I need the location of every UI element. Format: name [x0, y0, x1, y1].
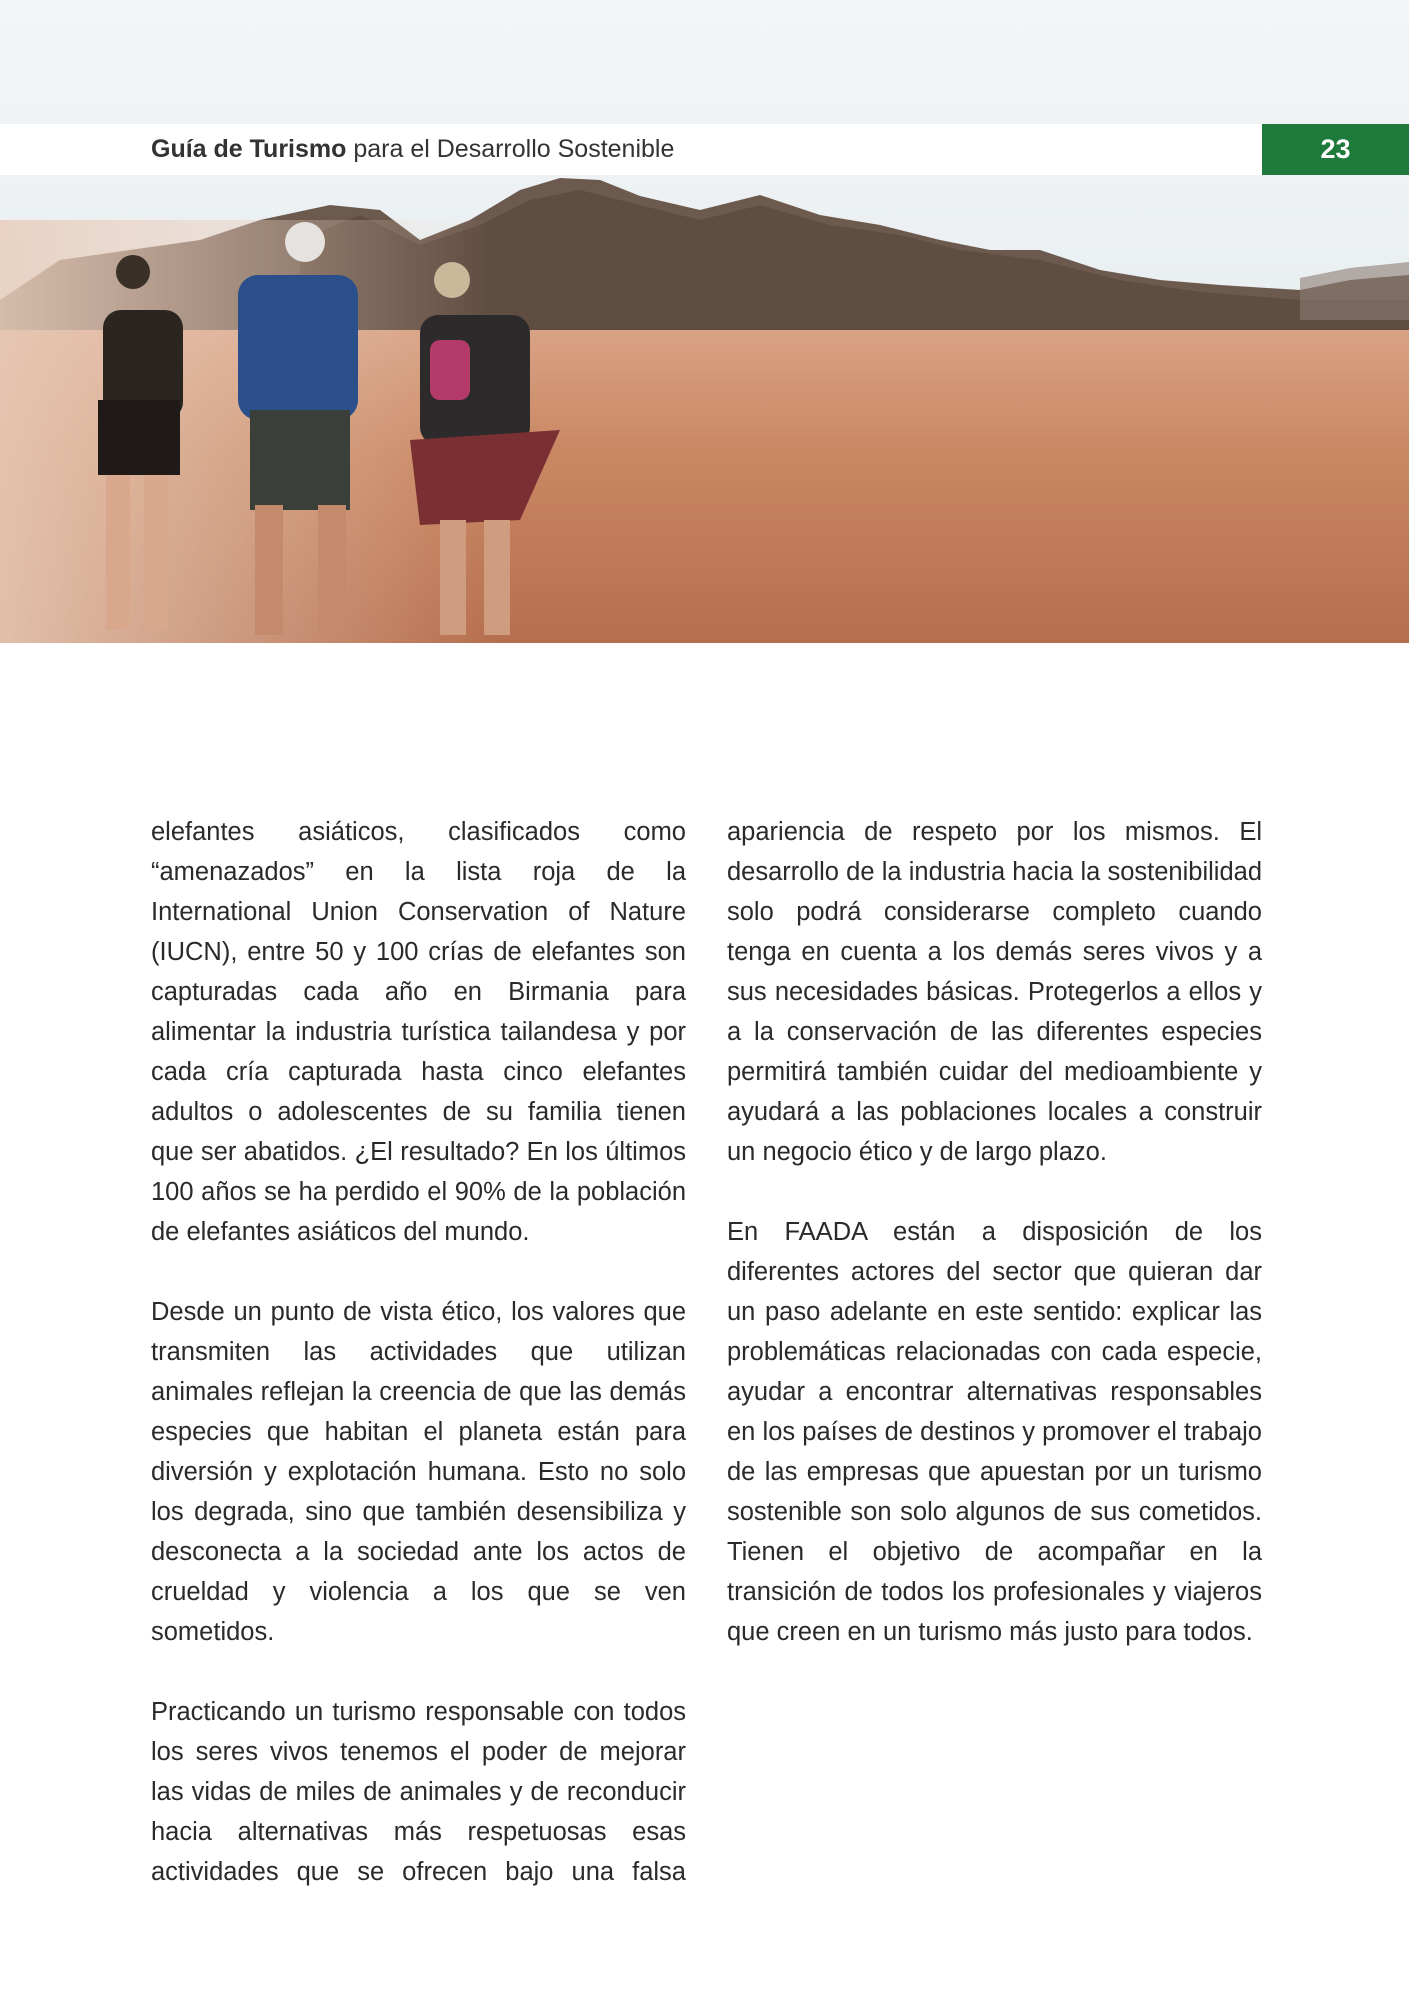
photo-hikers-desert-icon	[0, 0, 1409, 643]
paragraph: Desde un punto de vista ético, los valores que transmiten las actividades que utilizan animales reflejan la creencia de que las demás especies que habitan el planeta están para diversión y explotación humana. Esto no solo los degrada, sino que también desensibiliza y desconecta a la sociedad ante los actos de crueldad y violencia a los que se ven sometidos.	[151, 1298, 686, 1646]
running-head-bold: Guía de Turismo	[151, 135, 347, 163]
right-column	[727, 812, 1262, 1692]
paragraph: En FAADA están a disposición de los diferentes actores del sector que quieran dar un paso adelante en este sentido: explicar las problemáticas relacionadas con cada especie, ayudar a encontrar alternativas responsables en los países de destinos y promover el trabajo de las empresas que apuestan por un turismo sostenible son solo algunos de sus cometidos. Tienen el objetivo de acompañar en la transición de todos los profesionales y viajeros que creen en un turismo más justo para todos.	[727, 1218, 1262, 1646]
running-head	[151, 124, 674, 175]
hero-photo	[0, 0, 1409, 643]
paragraph: apariencia de respeto por los mismos. El desarrollo de la industria hacia la sostenibilidad solo podrá considerarse completo cuando tenga en cuenta a los demás seres vivos y a sus necesidades básicas. Protegerlos a ellos y a la conservación de las diferentes especies permitirá también cuidar del medioambiente y ayudará a las poblaciones locales a construir un negocio ético y de largo plazo.	[727, 818, 1262, 1166]
left-column	[151, 812, 686, 1932]
paragraph: Practicando un turismo responsable con todos los seres vivos tenemos el poder de mejorar las vidas de miles de animales y de reconducir hacia alternativas más respetuosas esas actividades que se ofrecen bajo una falsa	[151, 1698, 686, 1886]
paragraph: elefantes asiáticos, clasificados como “amenazados” en la lista roja de la International Union Conservation of Nature (IUCN), entre 50 y 100 crías de elefantes son capturadas cada año en Birmania para alimentar la industria turística tailandesa y por cada cría capturada hasta cinco elefantes adultos o adolescentes de su familia tienen que ser abatidos. ¿El resultado? En los últimos 100 años se ha perdido el 90% de la población de elefantes asiáticos del mundo.	[151, 818, 686, 1246]
running-head-rest: para el Desarrollo Sostenible	[346, 135, 675, 163]
page-number-badge: 23	[1262, 124, 1409, 175]
